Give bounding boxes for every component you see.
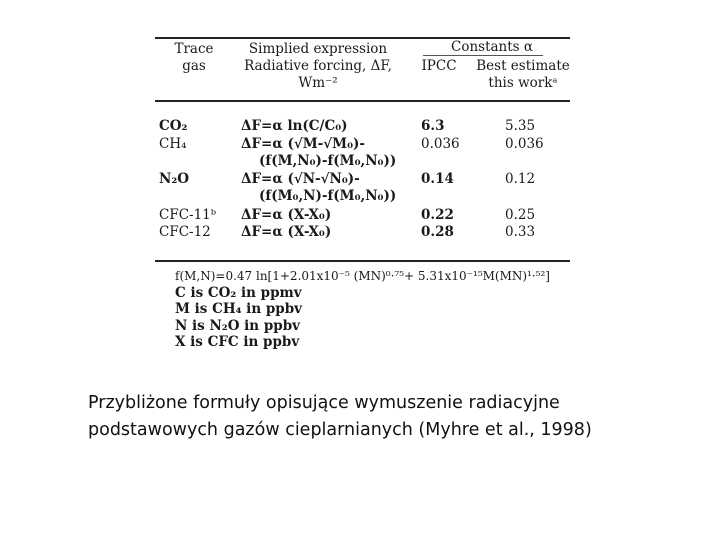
header-expression: Simplied expression Radiative forcing, ΔF, Wm⁻² <box>244 41 392 91</box>
row-expression: ΔF=α (√M-√M₀)- <box>241 136 365 152</box>
definition-line: f(M,N)=0.47 ln[1+2.01x10⁻⁵ (MN)⁰·⁷⁵+ 5.31x10⁻¹⁵M(MN)¹·⁵²] <box>175 269 550 283</box>
row-gas: CFC-12 <box>159 224 211 240</box>
row-expression: ΔF=α (X-X₀) <box>241 224 332 240</box>
header-rule <box>155 100 570 102</box>
header-constants: Constants α <box>450 39 533 55</box>
bottom-rule <box>155 260 570 262</box>
row-best: 0.25 <box>505 207 536 223</box>
row-ipcc: 0.14 <box>421 171 454 187</box>
slide-caption: Przybliżone formuły opisujące wymuszenie radiacyjne podstawowych gazów cieplarnianych (Myhre et al., 1998) <box>88 393 592 440</box>
header-ipcc: IPCC <box>421 58 457 74</box>
row-ipcc: 6.3 <box>421 118 445 134</box>
row-ipcc: 0.22 <box>421 207 454 223</box>
row-best: 0.036 <box>505 136 544 152</box>
definition-line: M is CH₄ in ppbv <box>175 301 302 318</box>
definition-line: N is N₂O in ppbv <box>175 317 300 334</box>
definition-line: X is CFC in ppbv <box>175 334 300 351</box>
row-expression: ΔF=α (X-X₀) <box>241 207 332 223</box>
row-gas: CFC-11ᵇ <box>159 207 217 223</box>
row-gas: CO₂ <box>159 118 188 134</box>
header-trace-gas: Trace gas <box>174 41 214 74</box>
header-best-estimate: Best estimate this workᵃ <box>476 58 570 91</box>
row-ipcc: 0.036 <box>421 136 460 152</box>
row-expression: ΔF=α (√N-√N₀)- <box>241 171 360 187</box>
definition-line: C is CO₂ in ppmv <box>175 284 302 301</box>
row-expression: ΔF=α ln(C/C₀) <box>241 118 348 134</box>
row-gas: CH₄ <box>159 136 187 152</box>
row-best: 0.33 <box>505 224 536 240</box>
row-expression-cont: (f(M,N₀)-f(M₀,N₀)) <box>259 153 397 169</box>
row-ipcc: 0.28 <box>421 224 454 240</box>
variable-definitions <box>175 268 550 351</box>
row-best: 0.12 <box>505 171 536 187</box>
row-best: 5.35 <box>505 118 536 134</box>
row-expression-cont: (f(M₀,N)-f(M₀,N₀)) <box>259 188 397 204</box>
row-gas: N₂O <box>159 171 190 187</box>
